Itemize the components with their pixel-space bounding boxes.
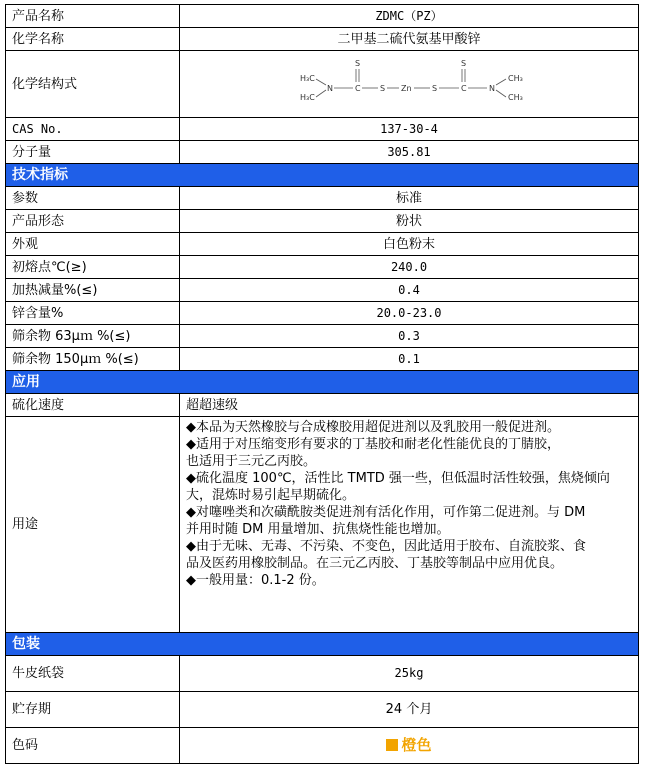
spec-table [5,4,639,764]
row-structure [6,51,639,118]
section-application-title: 应用 [6,371,639,394]
n-left-label: N [327,84,333,93]
product-spec-sheet [5,4,639,764]
usage-line: 也适用于三元乙丙胶。 [186,454,317,469]
spec-param: 外观 [6,233,180,256]
storage-label: 贮存期 [6,692,180,728]
chemical-structure-diagram [284,54,534,114]
chemical-name-value: 二甲基二硫代氨基甲酸锌 [180,28,639,51]
row-product-name [6,5,639,28]
product-name-value: ZDMC（PZ） [180,5,639,28]
usage-line: 大，混炼时易引起早期硫化。 [186,488,356,503]
c-left-label: C [355,84,361,93]
spec-value: 20.0-23.0 [180,302,639,325]
s-mid-left-label: S [380,84,386,93]
spec-header-standard: 标准 [180,187,639,210]
usage-text [180,417,639,633]
section-packaging-title: 包装 [6,633,639,656]
spec-param: 筛余物 150μｍ %(≤) [6,348,180,371]
spec-param: 筛余物 63μｍ %(≤) [6,325,180,348]
spec-row [6,325,639,348]
spec-row [6,302,639,325]
s-top-right-label: S [461,59,467,68]
usage-line: ◆对噻唑类和次磺酰胺类促进剂有活化作用，可作第二促进剂。与 DM [186,505,586,520]
spec-param: 初熔点℃(≥) [6,256,180,279]
cas-label: CAS No. [6,118,180,141]
row-bag [6,656,639,692]
spec-param: 锌含量% [6,302,180,325]
spec-row [6,256,639,279]
s-top-left-label: S [355,59,361,68]
row-usage [6,417,639,633]
color-code-label: 色码 [6,728,180,764]
color-code-cell [180,728,639,764]
cas-value: 137-30-4 [180,118,639,141]
structure-label: 化学结构式 [6,51,180,118]
spec-value: 0.1 [180,348,639,371]
section-packaging [6,633,639,656]
s-mid-right-label: S [432,84,438,93]
cure-speed-value: 超超速级 [180,394,639,417]
row-molecular-weight [6,141,639,164]
spec-header-param: 参数 [6,187,180,210]
zn-label: Zn [401,84,412,93]
usage-line: ◆由于无味、无毒、不污染、不变色，因此适用于胶布、自流胶浆、食 [186,539,586,554]
product-name-label: 产品名称 [6,5,180,28]
chemical-name-label: 化学名称 [6,28,180,51]
row-color-code [6,728,639,764]
n-right-label: N [489,84,495,93]
bag-label: 牛皮纸袋 [6,656,180,692]
row-storage [6,692,639,728]
usage-label: 用途 [6,417,180,633]
section-spec-title: 技术指标 [6,164,639,187]
spec-row [6,233,639,256]
h3c-bottom-label: H₃C [300,93,315,102]
usage-line: ◆本品为天然橡胶与合成橡胶用超促进剂以及乳胶用一般促进剂。 [186,420,560,435]
spec-header-row [6,187,639,210]
bag-value: 25kg [180,656,639,692]
row-cas [6,118,639,141]
row-chemical-name [6,28,639,51]
structure-cell [180,51,639,118]
spec-row [6,348,639,371]
mw-label: 分子量 [6,141,180,164]
spec-value: 0.4 [180,279,639,302]
usage-line: ◆硫化温度 100℃，活性比 TMTD 强一些，但低温时活性较强，焦烧倾向 [186,471,610,486]
spec-row [6,279,639,302]
spec-value: 240.0 [180,256,639,279]
spec-value: 白色粉末 [180,233,639,256]
spec-value: 0.3 [180,325,639,348]
mw-value: 305.81 [180,141,639,164]
usage-line: 并用时随 DM 用量增加、抗焦烧性能也增加。 [186,522,450,537]
usage-line: ◆适用于对压缩变形有要求的丁基胶和耐老化性能优良的丁腈胶， [186,437,560,452]
row-cure-speed [6,394,639,417]
color-swatch [386,739,398,751]
spec-row [6,210,639,233]
h3c-top-label: H₃C [300,74,315,83]
spec-param: 产品形态 [6,210,180,233]
ch3-top-label: CH₃ [508,74,523,83]
color-code-value: 橙色 [401,735,432,754]
c-right-label: C [461,84,467,93]
usage-line: ◆一般用量：0.1-2 份。 [186,573,325,588]
usage-line: 品及医药用橡胶制品。在三元乙丙胶、丁基胶等制品中应用优良。 [186,556,564,571]
ch3-bottom-label: CH₃ [508,93,523,102]
spec-param: 加热减量%(≤) [6,279,180,302]
storage-value: 24 个月 [180,692,639,728]
section-application [6,371,639,394]
cure-speed-label: 硫化速度 [6,394,180,417]
spec-value: 粉状 [180,210,639,233]
section-spec [6,164,639,187]
